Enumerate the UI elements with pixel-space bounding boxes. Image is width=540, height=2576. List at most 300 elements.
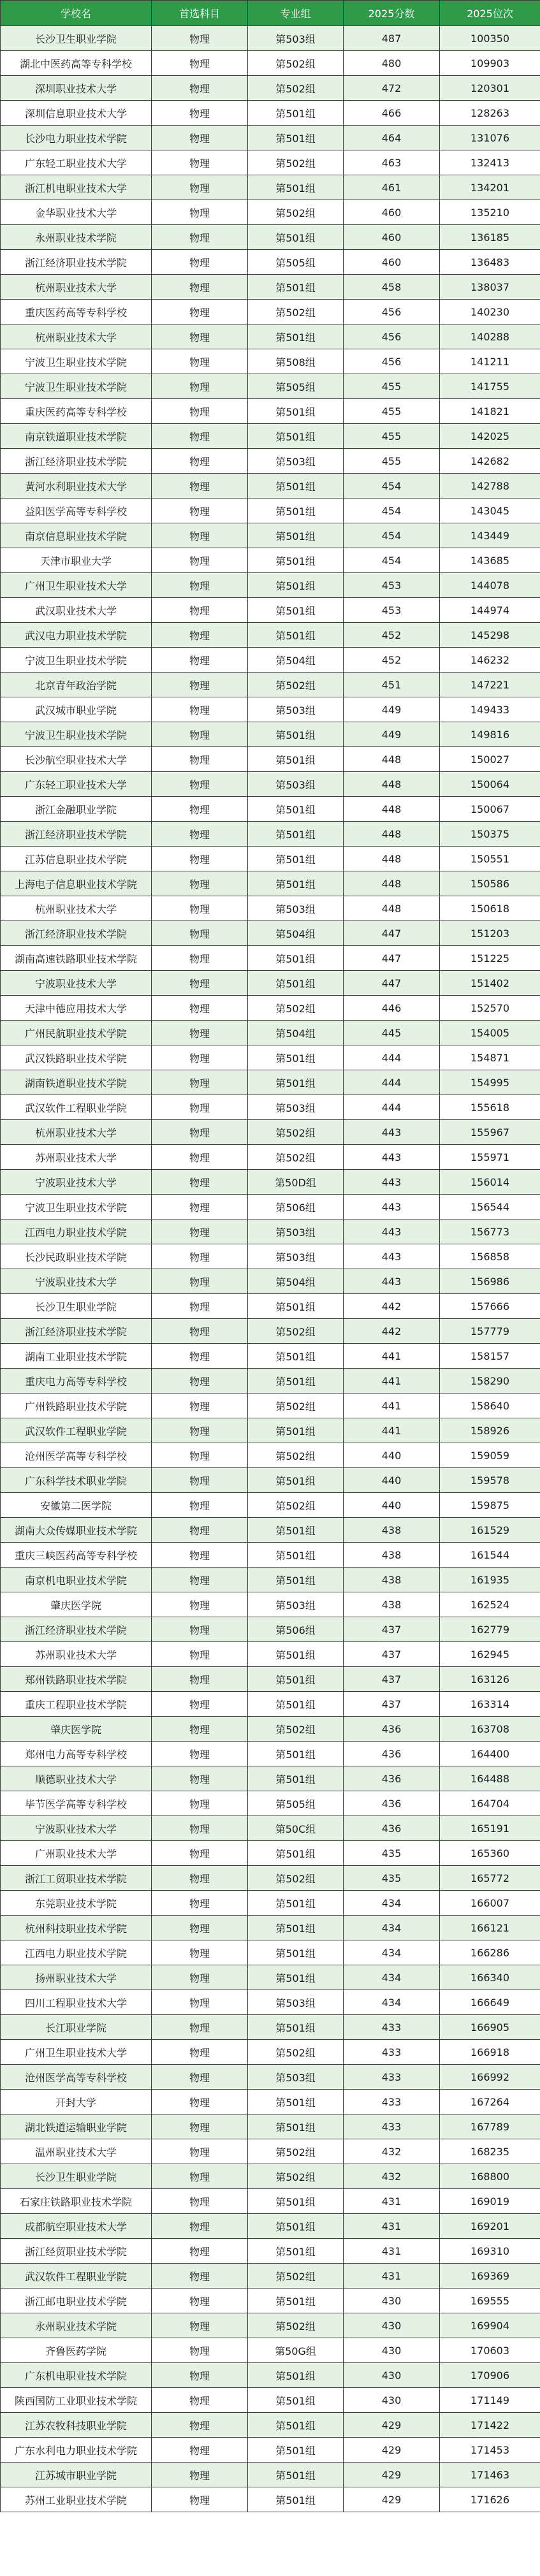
score-cell: 436: [344, 1766, 440, 1791]
school-name-cell: 武汉铁路职业技术学院: [1, 1045, 152, 1070]
subject-cell: 物理: [152, 1965, 248, 1990]
major-group-cell: 第503组: [248, 1219, 344, 1244]
subject-cell: 物理: [152, 1244, 248, 1269]
subject-cell: 物理: [152, 1294, 248, 1319]
table-row: [1, 1568, 540, 1592]
score-cell: 436: [344, 1791, 440, 1816]
school-name-cell: 广东轻工职业技术大学: [1, 150, 152, 175]
major-group-cell: 第503组: [248, 772, 344, 797]
major-group-cell: 第501组: [248, 275, 344, 300]
school-name-cell: 浙江经济职业技术学院: [1, 449, 152, 474]
major-group-cell: 第501组: [248, 1518, 344, 1543]
header-subject: 首选科目: [152, 1, 248, 26]
subject-cell: 物理: [152, 2015, 248, 2040]
table-row: [1, 1418, 540, 1443]
major-group-cell: 第501组: [248, 1369, 344, 1394]
school-name-cell: 永州职业技术学院: [1, 2313, 152, 2338]
school-name-cell: 金华职业技术大学: [1, 200, 152, 225]
major-group-cell: 第501组: [248, 474, 344, 498]
score-cell: 448: [344, 896, 440, 921]
score-cell: 455: [344, 374, 440, 399]
school-name-cell: 江苏信息职业技术学院: [1, 847, 152, 871]
major-group-cell: 第505组: [248, 1791, 344, 1816]
major-group-cell: 第502组: [248, 996, 344, 1021]
rank-cell: 144078: [440, 573, 540, 598]
subject-cell: 物理: [152, 200, 248, 225]
school-name-cell: 江西电力职业技术学院: [1, 1219, 152, 1244]
major-group-cell: 第506组: [248, 1195, 344, 1219]
school-name-cell: 苏州工业职业技术学院: [1, 2487, 152, 2512]
rank-cell: 146232: [440, 648, 540, 673]
rank-cell: 156014: [440, 1170, 540, 1195]
table-row: [1, 1965, 540, 1990]
table-row: [1, 1667, 540, 1692]
major-group-cell: 第506组: [248, 1617, 344, 1642]
major-group-cell: 第502组: [248, 1717, 344, 1742]
subject-cell: 物理: [152, 1418, 248, 1443]
score-cell: 429: [344, 2487, 440, 2512]
major-group-cell: 第501组: [248, 399, 344, 424]
major-group-cell: 第502组: [248, 300, 344, 324]
rank-cell: 159875: [440, 1493, 540, 1518]
score-cell: 448: [344, 822, 440, 847]
major-group-cell: 第501组: [248, 424, 344, 449]
header-rank: 2025位次: [440, 1, 540, 26]
major-group-cell: 第501组: [248, 1940, 344, 1965]
table-row: [1, 1369, 540, 1394]
table-row: [1, 1990, 540, 2015]
school-name-cell: 扬州职业技术大学: [1, 1965, 152, 1990]
major-group-cell: 第501组: [248, 946, 344, 971]
table-row: [1, 1692, 540, 1717]
table-row: [1, 598, 540, 623]
table-row: [1, 2214, 540, 2239]
school-name-cell: 湖南工业职业技术学院: [1, 1344, 152, 1369]
score-cell: 451: [344, 673, 440, 697]
major-group-cell: 第501组: [248, 1692, 344, 1717]
score-cell: 447: [344, 971, 440, 996]
major-group-cell: 第502组: [248, 1319, 344, 1344]
major-group-cell: 第501组: [248, 971, 344, 996]
rank-cell: 141755: [440, 374, 540, 399]
subject-cell: 物理: [152, 2090, 248, 2114]
major-group-cell: 第501组: [248, 598, 344, 623]
rank-cell: 120301: [440, 76, 540, 101]
subject-cell: 物理: [152, 324, 248, 349]
school-name-cell: 广州卫生职业技术大学: [1, 573, 152, 598]
score-cell: 447: [344, 921, 440, 946]
rank-cell: 169555: [440, 2289, 540, 2313]
table-row: [1, 2463, 540, 2487]
major-group-cell: 第501组: [248, 2114, 344, 2139]
subject-cell: 物理: [152, 1070, 248, 1095]
rank-cell: 150618: [440, 896, 540, 921]
school-name-cell: 重庆电力高等专科学校: [1, 1369, 152, 1394]
table-row: [1, 1045, 540, 1070]
rank-cell: 156544: [440, 1195, 540, 1219]
school-name-cell: 武汉软件工程职业学院: [1, 2264, 152, 2289]
subject-cell: 物理: [152, 772, 248, 797]
rank-cell: 158640: [440, 1394, 540, 1418]
table-row: [1, 971, 540, 996]
score-cell: 443: [344, 1195, 440, 1219]
table-row: [1, 1717, 540, 1742]
major-group-cell: 第501组: [248, 1841, 344, 1866]
subject-cell: 物理: [152, 1344, 248, 1369]
major-group-cell: 第501组: [248, 822, 344, 847]
school-name-cell: 顺德职业技术大学: [1, 1766, 152, 1791]
subject-cell: 物理: [152, 250, 248, 275]
score-cell: 449: [344, 697, 440, 722]
table-row: [1, 1468, 540, 1493]
school-name-cell: 长沙航空职业技术大学: [1, 747, 152, 772]
score-cell: 442: [344, 1319, 440, 1344]
table-row: [1, 1543, 540, 1568]
major-group-cell: 第501组: [248, 623, 344, 648]
score-cell: 448: [344, 871, 440, 896]
score-cell: 458: [344, 275, 440, 300]
score-cell: 430: [344, 2338, 440, 2363]
rank-cell: 156858: [440, 1244, 540, 1269]
rank-cell: 170906: [440, 2363, 540, 2388]
rank-cell: 166905: [440, 2015, 540, 2040]
subject-cell: 物理: [152, 747, 248, 772]
table-row: [1, 623, 540, 648]
table-row: [1, 1195, 540, 1219]
rank-cell: 169904: [440, 2313, 540, 2338]
subject-cell: 物理: [152, 275, 248, 300]
table-row: [1, 921, 540, 946]
subject-cell: 物理: [152, 648, 248, 673]
school-name-cell: 广州铁路职业技术学院: [1, 1394, 152, 1418]
major-group-cell: 第502组: [248, 1493, 344, 1518]
table-row: [1, 1120, 540, 1145]
score-cell: 434: [344, 1990, 440, 2015]
major-group-cell: 第505组: [248, 374, 344, 399]
score-cell: 456: [344, 324, 440, 349]
subject-cell: 物理: [152, 2189, 248, 2214]
score-cell: 433: [344, 2090, 440, 2114]
subject-cell: 物理: [152, 374, 248, 399]
table-row: [1, 2363, 540, 2388]
school-name-cell: 重庆工程职业技术学院: [1, 1692, 152, 1717]
score-cell: 466: [344, 101, 440, 126]
subject-cell: 物理: [152, 225, 248, 250]
score-cell: 454: [344, 523, 440, 548]
rank-cell: 165360: [440, 1841, 540, 1866]
school-name-cell: 广州职业技术大学: [1, 1841, 152, 1866]
subject-cell: 物理: [152, 2487, 248, 2512]
table-row: [1, 772, 540, 797]
score-cell: 454: [344, 498, 440, 523]
rank-cell: 163708: [440, 1717, 540, 1742]
score-cell: 437: [344, 1617, 440, 1642]
major-group-cell: 第501组: [248, 2214, 344, 2239]
table-row: [1, 747, 540, 772]
score-cell: 440: [344, 1443, 440, 1468]
school-name-cell: 南京铁道职业技术学院: [1, 424, 152, 449]
school-name-cell: 宁波卫生职业技术学院: [1, 374, 152, 399]
table-row: [1, 26, 540, 51]
school-name-cell: 湖北铁道运输职业学院: [1, 2114, 152, 2139]
school-name-cell: 武汉电力职业技术学院: [1, 623, 152, 648]
subject-cell: 物理: [152, 548, 248, 573]
score-cell: 446: [344, 996, 440, 1021]
score-cell: 436: [344, 1742, 440, 1766]
score-cell: 460: [344, 250, 440, 275]
score-cell: 448: [344, 797, 440, 822]
score-cell: 440: [344, 1493, 440, 1518]
subject-cell: 物理: [152, 2065, 248, 2090]
rank-cell: 158157: [440, 1344, 540, 1369]
subject-cell: 物理: [152, 2264, 248, 2289]
rank-cell: 140230: [440, 300, 540, 324]
rank-cell: 135210: [440, 200, 540, 225]
school-name-cell: 武汉软件工程职业学院: [1, 1095, 152, 1120]
score-cell: 441: [344, 1369, 440, 1394]
major-group-cell: 第504组: [248, 1021, 344, 1045]
rank-cell: 131076: [440, 126, 540, 150]
school-name-cell: 江西电力职业技术学院: [1, 1940, 152, 1965]
score-cell: 454: [344, 548, 440, 573]
school-name-cell: 宁波职业技术大学: [1, 1269, 152, 1294]
rank-cell: 158926: [440, 1418, 540, 1443]
score-cell: 460: [344, 225, 440, 250]
subject-cell: 物理: [152, 623, 248, 648]
subject-cell: 物理: [152, 946, 248, 971]
score-cell: 456: [344, 300, 440, 324]
subject-cell: 物理: [152, 1045, 248, 1070]
rank-cell: 100350: [440, 26, 540, 51]
school-name-cell: 浙江邮电职业技术学院: [1, 2289, 152, 2313]
major-group-cell: 第501组: [248, 126, 344, 150]
school-name-cell: 石家庄铁路职业技术学院: [1, 2189, 152, 2214]
major-group-cell: 第501组: [248, 2189, 344, 2214]
major-group-cell: 第501组: [248, 1070, 344, 1095]
table-row: [1, 523, 540, 548]
rank-cell: 109903: [440, 51, 540, 76]
school-name-cell: 南京信息职业技术学院: [1, 523, 152, 548]
school-name-cell: 浙江经济职业技术学院: [1, 1319, 152, 1344]
major-group-cell: 第501组: [248, 2388, 344, 2413]
table-row: [1, 300, 540, 324]
major-group-cell: 第501组: [248, 797, 344, 822]
score-cell: 453: [344, 573, 440, 598]
rank-cell: 169201: [440, 2214, 540, 2239]
major-group-cell: 第508组: [248, 349, 344, 374]
score-cell: 487: [344, 26, 440, 51]
subject-cell: 物理: [152, 1518, 248, 1543]
subject-cell: 物理: [152, 300, 248, 324]
school-name-cell: 苏州职业技术大学: [1, 1145, 152, 1170]
subject-cell: 物理: [152, 1717, 248, 1742]
school-name-cell: 浙江经济职业技术学院: [1, 250, 152, 275]
score-cell: 436: [344, 1717, 440, 1742]
rank-cell: 150375: [440, 822, 540, 847]
score-cell: 431: [344, 2264, 440, 2289]
table-row: [1, 200, 540, 225]
score-cell: 429: [344, 2413, 440, 2438]
rank-cell: 134201: [440, 175, 540, 200]
rank-cell: 150067: [440, 797, 540, 822]
rank-cell: 164400: [440, 1742, 540, 1766]
subject-cell: 物理: [152, 1617, 248, 1642]
major-group-cell: 第50G组: [248, 2338, 344, 2363]
rank-cell: 171463: [440, 2463, 540, 2487]
school-name-cell: 长沙电力职业技术学院: [1, 126, 152, 150]
score-cell: 433: [344, 2015, 440, 2040]
table-row: [1, 275, 540, 300]
school-name-cell: 广东水利电力职业技术学院: [1, 2438, 152, 2463]
school-name-cell: 湖北中医药高等专科学校: [1, 51, 152, 76]
subject-cell: 物理: [152, 2214, 248, 2239]
subject-cell: 物理: [152, 1468, 248, 1493]
subject-cell: 物理: [152, 2338, 248, 2363]
table-row: [1, 2438, 540, 2463]
school-name-cell: 湖南高速铁路职业技术学院: [1, 946, 152, 971]
school-name-cell: 杭州科技职业技术学院: [1, 1916, 152, 1940]
subject-cell: 物理: [152, 523, 248, 548]
rank-cell: 143045: [440, 498, 540, 523]
subject-cell: 物理: [152, 126, 248, 150]
header-school-name: 学校名: [1, 1, 152, 26]
rank-cell: 166918: [440, 2040, 540, 2065]
major-group-cell: 第501组: [248, 101, 344, 126]
table-row: [1, 896, 540, 921]
table-row: [1, 946, 540, 971]
score-cell: 435: [344, 1866, 440, 1891]
major-group-cell: 第502组: [248, 150, 344, 175]
subject-cell: 物理: [152, 2289, 248, 2313]
score-cell: 441: [344, 1344, 440, 1369]
school-name-cell: 天津市职业大学: [1, 548, 152, 573]
table-row: [1, 2388, 540, 2413]
school-name-cell: 广州卫生职业技术大学: [1, 2040, 152, 2065]
school-name-cell: 苏州职业技术大学: [1, 1642, 152, 1667]
score-cell: 430: [344, 2313, 440, 2338]
subject-cell: 物理: [152, 1592, 248, 1617]
subject-cell: 物理: [152, 424, 248, 449]
major-group-cell: 第501组: [248, 1344, 344, 1369]
major-group-cell: 第501组: [248, 225, 344, 250]
subject-cell: 物理: [152, 1394, 248, 1418]
school-name-cell: 广东机电职业技术学院: [1, 2363, 152, 2388]
major-group-cell: 第501组: [248, 747, 344, 772]
score-cell: 455: [344, 424, 440, 449]
rank-cell: 151225: [440, 946, 540, 971]
table-row: [1, 2487, 540, 2512]
major-group-cell: 第502组: [248, 2264, 344, 2289]
header-major-group: 专业组: [248, 1, 344, 26]
subject-cell: 物理: [152, 2114, 248, 2139]
school-name-cell: 杭州职业技术大学: [1, 324, 152, 349]
table-row: [1, 548, 540, 573]
subject-cell: 物理: [152, 2363, 248, 2388]
rank-cell: 158290: [440, 1369, 540, 1394]
subject-cell: 物理: [152, 2139, 248, 2164]
school-name-cell: 开封大学: [1, 2090, 152, 2114]
school-name-cell: 浙江经济职业技术学院: [1, 1617, 152, 1642]
rank-cell: 167789: [440, 2114, 540, 2139]
table-row: [1, 2239, 540, 2264]
subject-cell: 物理: [152, 1219, 248, 1244]
subject-cell: 物理: [152, 1841, 248, 1866]
subject-cell: 物理: [152, 1269, 248, 1294]
score-cell: 436: [344, 1816, 440, 1841]
header-score: 2025分数: [344, 1, 440, 26]
table-row: [1, 51, 540, 76]
school-name-cell: 天津中德应用技术大学: [1, 996, 152, 1021]
rank-cell: 136483: [440, 250, 540, 275]
major-group-cell: 第502组: [248, 51, 344, 76]
major-group-cell: 第501组: [248, 847, 344, 871]
rank-cell: 145298: [440, 623, 540, 648]
rank-cell: 167264: [440, 2090, 540, 2114]
major-group-cell: 第501组: [248, 1468, 344, 1493]
subject-cell: 物理: [152, 2040, 248, 2065]
rank-cell: 154005: [440, 1021, 540, 1045]
score-cell: 433: [344, 2065, 440, 2090]
school-name-cell: 广东科学技术职业学院: [1, 1468, 152, 1493]
major-group-cell: 第503组: [248, 449, 344, 474]
major-group-cell: 第504组: [248, 1269, 344, 1294]
major-group-cell: 第501组: [248, 2090, 344, 2114]
rank-cell: 132413: [440, 150, 540, 175]
rank-cell: 147221: [440, 673, 540, 697]
major-group-cell: 第501组: [248, 2438, 344, 2463]
score-cell: 480: [344, 51, 440, 76]
major-group-cell: 第502组: [248, 1120, 344, 1145]
table-row: [1, 2015, 540, 2040]
subject-cell: 物理: [152, 1443, 248, 1468]
subject-cell: 物理: [152, 2413, 248, 2438]
major-group-cell: 第504组: [248, 648, 344, 673]
school-name-cell: 广州民航职业技术学院: [1, 1021, 152, 1045]
table-row: [1, 2264, 540, 2289]
rank-cell: 144974: [440, 598, 540, 623]
school-name-cell: 武汉职业技术大学: [1, 598, 152, 623]
major-group-cell: 第501组: [248, 1766, 344, 1791]
score-cell: 434: [344, 1891, 440, 1916]
subject-cell: 物理: [152, 76, 248, 101]
major-group-cell: 第502组: [248, 1145, 344, 1170]
subject-cell: 物理: [152, 971, 248, 996]
rank-cell: 157779: [440, 1319, 540, 1344]
score-cell: 460: [344, 200, 440, 225]
school-name-cell: 安徽第二医学院: [1, 1493, 152, 1518]
major-group-cell: 第501组: [248, 324, 344, 349]
school-name-cell: 郑州电力高等专科学校: [1, 1742, 152, 1766]
school-name-cell: 宁波卫生职业技术学院: [1, 1195, 152, 1219]
score-cell: 434: [344, 1916, 440, 1940]
table-row: [1, 1493, 540, 1518]
score-cell: 443: [344, 1219, 440, 1244]
subject-cell: 物理: [152, 498, 248, 523]
rank-cell: 157666: [440, 1294, 540, 1319]
table-row: [1, 1816, 540, 1841]
score-cell: 433: [344, 2114, 440, 2139]
major-group-cell: 第501组: [248, 1294, 344, 1319]
rank-cell: 142025: [440, 424, 540, 449]
table-row: [1, 126, 540, 150]
subject-cell: 物理: [152, 1866, 248, 1891]
score-cell: 444: [344, 1095, 440, 1120]
school-name-cell: 杭州职业技术大学: [1, 275, 152, 300]
subject-cell: 物理: [152, 1940, 248, 1965]
rank-cell: 138037: [440, 275, 540, 300]
table-row: [1, 1021, 540, 1045]
score-cell: 438: [344, 1592, 440, 1617]
